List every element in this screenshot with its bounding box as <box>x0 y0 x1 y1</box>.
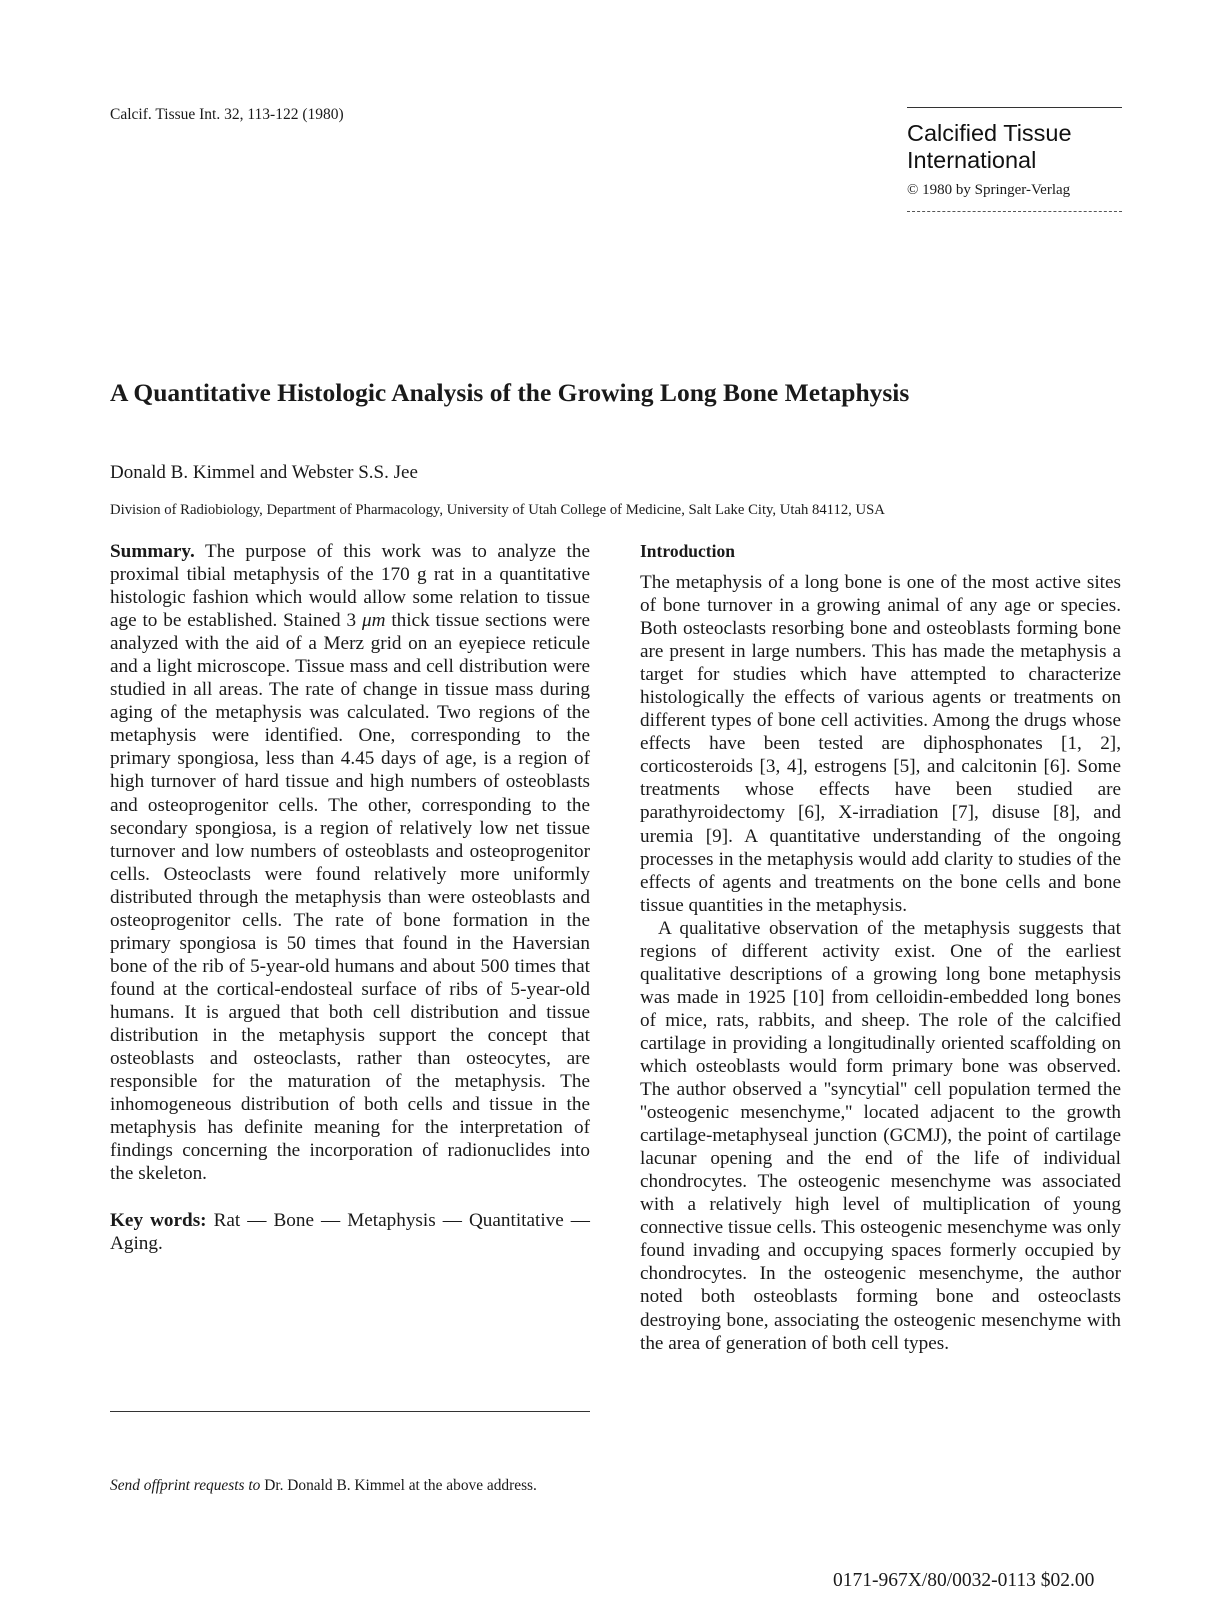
introduction-paragraph-1: The metaphysis of a long bone is one of the most active sites of bone turnover in a growing animal of any age or species. Both osteoclasts resorbing bone and osteoblasts forming bone are present in large numbers. This has made the metaphysis a target for studies which have attempted to characterize histologically the effects of various agents or treatments on different types of bone cell activities. Among the drugs whose effects have been tested are diphosphonates [1, 2], corticosteroids [3, 4], estrogens [5], and calcitonin [6]. Some treatments whose effects have been studied are parathyroidectomy [6], X-irradiation [7], disuse [8], and uremia [9]. A quantitative understanding of the ongoing processes in the metaphysis would add clarity to studies of the effects of agents and treatments on the bone cells and bone tissue quantities in the metaphysis. <box>640 572 1121 916</box>
article-authors: Donald B. Kimmel and Webster S.S. Jee <box>110 462 418 483</box>
journal-name-line1: Calcified Tissue <box>907 120 1072 146</box>
introduction-paragraph-2: A qualitative observation of the metaphysis suggests that regions of different activity exist. One of the earliest qualitative descriptions of a growing long bone metaphysis was made in 1925 [10] from celloidin-embedded long bones of mice, rats, rabbits, and sheep. The role of the calcified cartilage in providing a longitudinally oriented scaffolding on which osteoblasts would form primary bone was observed. The author observed a ''syncytial'' cell population termed the ''osteogenic mesenchyme,'' located adjacent to the growth cartilage-metaphyseal junction (GCMJ), the point of cartilage lacunar opening and the end of the life of individual chondrocytes. The osteogenic mesenchyme was associated with a relatively high level of multiplication of young connective tissue cells. This osteogenic mesenchyme was only found invading and occupying spaces formerly occupied by chondrocytes. In the osteogenic mesenchyme, the author noted both osteoblasts forming bone and osteoclasts destroying bone, associating the osteogenic mesenchyme with the area of generation of both cell types. <box>640 917 1121 1354</box>
footnote-text: Dr. Donald B. Kimmel at the above address. <box>264 1477 537 1494</box>
summary-paragraph <box>110 540 590 1185</box>
journal-masthead <box>907 107 1122 212</box>
journal-name <box>907 120 1122 174</box>
footnote-italic: Send offprint requests to <box>110 1477 261 1494</box>
keywords-paragraph <box>110 1209 590 1255</box>
author-affiliation: Division of Radiobiology, Department of Pharmacology, University of Utah College of Medicine, Salt Lake City, Utah 84112, USA <box>110 502 885 518</box>
journal-name-line2: International <box>907 147 1037 173</box>
introduction-heading: Introduction <box>640 541 735 561</box>
summary-label: Summary. <box>110 541 195 562</box>
footnote-divider <box>110 1411 590 1412</box>
summary-text-part1: The purpose of this work was to analyze the proximal tibial metaphysis of the 170 g rat in a quantitative histologic fashion which would allow some relation to tissue age to be established. Stained 3 <box>110 541 590 632</box>
keywords-text: Rat — Bone — Metaphysis — Quantitative — Aging. <box>110 1210 590 1255</box>
right-column <box>640 540 1121 1355</box>
summary-unit: μm <box>361 610 386 632</box>
article-title: A Quantitative Histologic Analysis of the Growing Long Bone Metaphysis <box>110 378 910 407</box>
offprint-footnote <box>110 1476 590 1496</box>
keywords-label: Key words: <box>110 1210 207 1232</box>
price-code: 0171-967X/80/0032-0113 $02.00 <box>833 1570 1095 1591</box>
left-column <box>110 540 590 1255</box>
journal-citation: Calcif. Tissue Int. 32, 113-122 (1980) <box>110 106 344 123</box>
copyright-notice: © 1980 by Springer-Verlag <box>907 182 1071 198</box>
summary-text-part2: thick tissue sections were analyzed with the aid of a Merz grid on an eyepiece reticule and a light microscope. Tissue mass and cell distribution were studied in all areas. The rate of change in tissue mass during aging of the metaphysis was calculated. Two regions of the metaphysis were identified. One, corresponding to the primary spongiosa, less than 4.45 days of age, is a region of high turnover of hard tissue and high numbers of osteoblasts and osteoprogenitor cells. The other, corresponding to the secondary spongiosa, is a region of relatively low net tissue turnover and low numbers of osteoblasts and osteoprogenitor cells. Osteoclasts were found relatively more uniformly distributed through the metaphysis than were osteoblasts and osteoprogenitor cells. The rate of bone formation in the primary spongiosa is 50 times that found in the Haversian bone of the rib of 5-year-old humans and about 500 times that found at the cortical-endosteal surface of ribs of 5-year-old humans. It is argued that both cell distribution and tissue distribution in the metaphysis support the concept that osteoblasts and osteoclasts, rather than osteocytes, are responsible for the maturation of the metaphysis. The inhomogeneous distribution of both cells and tissue in the metaphysis has definite meaning for the interpretation of findings concerning the incorporation of radionuclides into the skeleton. <box>110 610 591 1185</box>
masthead-divider <box>907 211 1122 212</box>
